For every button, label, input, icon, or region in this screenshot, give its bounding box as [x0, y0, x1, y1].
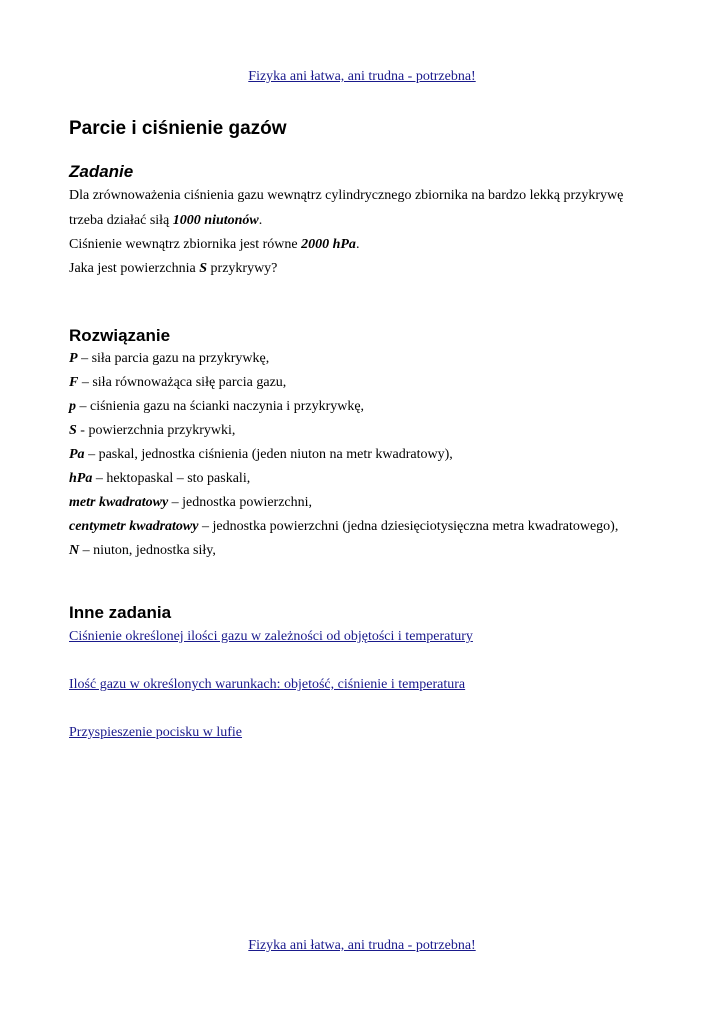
task-line-1: Dla zrównoważenia ciśnienia gazu wewnątrz cylindrycznego zbiornika na bardzo lekką przykrywę [69, 188, 624, 203]
definition-item [69, 419, 669, 443]
definition-text: - powierzchnia przykrywki, [76, 423, 236, 438]
task-line-4-post: przykrywy? [207, 261, 278, 276]
task-line-3-pre: Ciśnienie wewnątrz zbiornika jest równe [69, 237, 302, 252]
other-task-link-pressure[interactable]: Ciśnienie określonej ilości gazu w zależności od objętości i temperatury [69, 629, 473, 644]
definition-item [69, 467, 669, 491]
other-tasks-list [69, 627, 669, 743]
task-section [69, 161, 669, 281]
definition-item [69, 371, 669, 395]
definition-text: – jednostka powierzchni (jedna dziesięciotysięczna metra kwadratowego), [198, 519, 619, 534]
task-line-3 [69, 233, 669, 257]
task-line-3-post: . [355, 237, 360, 252]
definition-item [69, 515, 669, 539]
definition-term: N [69, 543, 80, 558]
definition-text: – siła parcia gazu na przykrywkę, [77, 351, 270, 366]
task-pressure-value: 2000 hPa [301, 237, 356, 252]
definition-term: Pa [69, 447, 85, 462]
definition-term: P [69, 351, 78, 366]
definition-term: p [69, 399, 76, 414]
task-line-2-post: . [258, 213, 263, 228]
other-tasks-section [69, 602, 669, 743]
task-line-4-pre: Jaka jest powierzchnia [69, 261, 200, 276]
other-task-link-bullet[interactable]: Przyspieszenie pocisku w lufie [69, 725, 243, 740]
task-heading: Zadanie [69, 162, 134, 181]
document-body [69, 116, 669, 743]
definition-term: F [69, 375, 79, 390]
definition-text: – siła równoważąca siłę parcia gazu, [78, 375, 287, 390]
solution-section [69, 325, 669, 563]
definition-text: – paskal, jednostka ciśnienia (jeden niuton na metr kwadratowy), [84, 447, 453, 462]
task-line-2 [69, 209, 669, 233]
task-line-2-pre: trzeba działać siłą [69, 213, 173, 228]
definition-term: hPa [69, 471, 93, 486]
other-task-link-gas-amount[interactable]: Ilość gazu w określonych warunkach: objetość, ciśnienie i temperatura [69, 677, 466, 692]
solution-heading: Rozwiązanie [69, 326, 171, 345]
other-tasks-heading: Inne zadania [69, 603, 172, 622]
definition-list [69, 347, 669, 563]
task-area-symbol: S [199, 261, 208, 276]
definition-term: centymetr kwadratowy [69, 519, 199, 534]
definition-item [69, 443, 669, 467]
definition-text: – hektopaskal – sto paskali, [92, 471, 251, 486]
definition-item [69, 395, 669, 419]
footer-link[interactable]: Fizyka ani łatwa, ani trudna - potrzebna! [248, 938, 476, 953]
definition-term: metr kwadratowy [69, 495, 169, 510]
definition-text: – jednostka powierzchni, [168, 495, 313, 510]
definition-item [69, 347, 669, 371]
definition-text: – niuton, jednostka siły, [79, 543, 216, 558]
header-link[interactable]: Fizyka ani łatwa, ani trudna - potrzebna! [248, 69, 476, 84]
page-title: Parcie i ciśnienie gazów [69, 118, 287, 139]
definition-term: S [69, 423, 77, 438]
task-line-4 [69, 257, 669, 281]
definition-text: – ciśnienia gazu na ścianki naczynia i przykrywkę, [76, 399, 365, 414]
definition-item [69, 539, 669, 563]
definition-item [69, 491, 669, 515]
task-force-value: 1000 niutonów [172, 213, 259, 228]
